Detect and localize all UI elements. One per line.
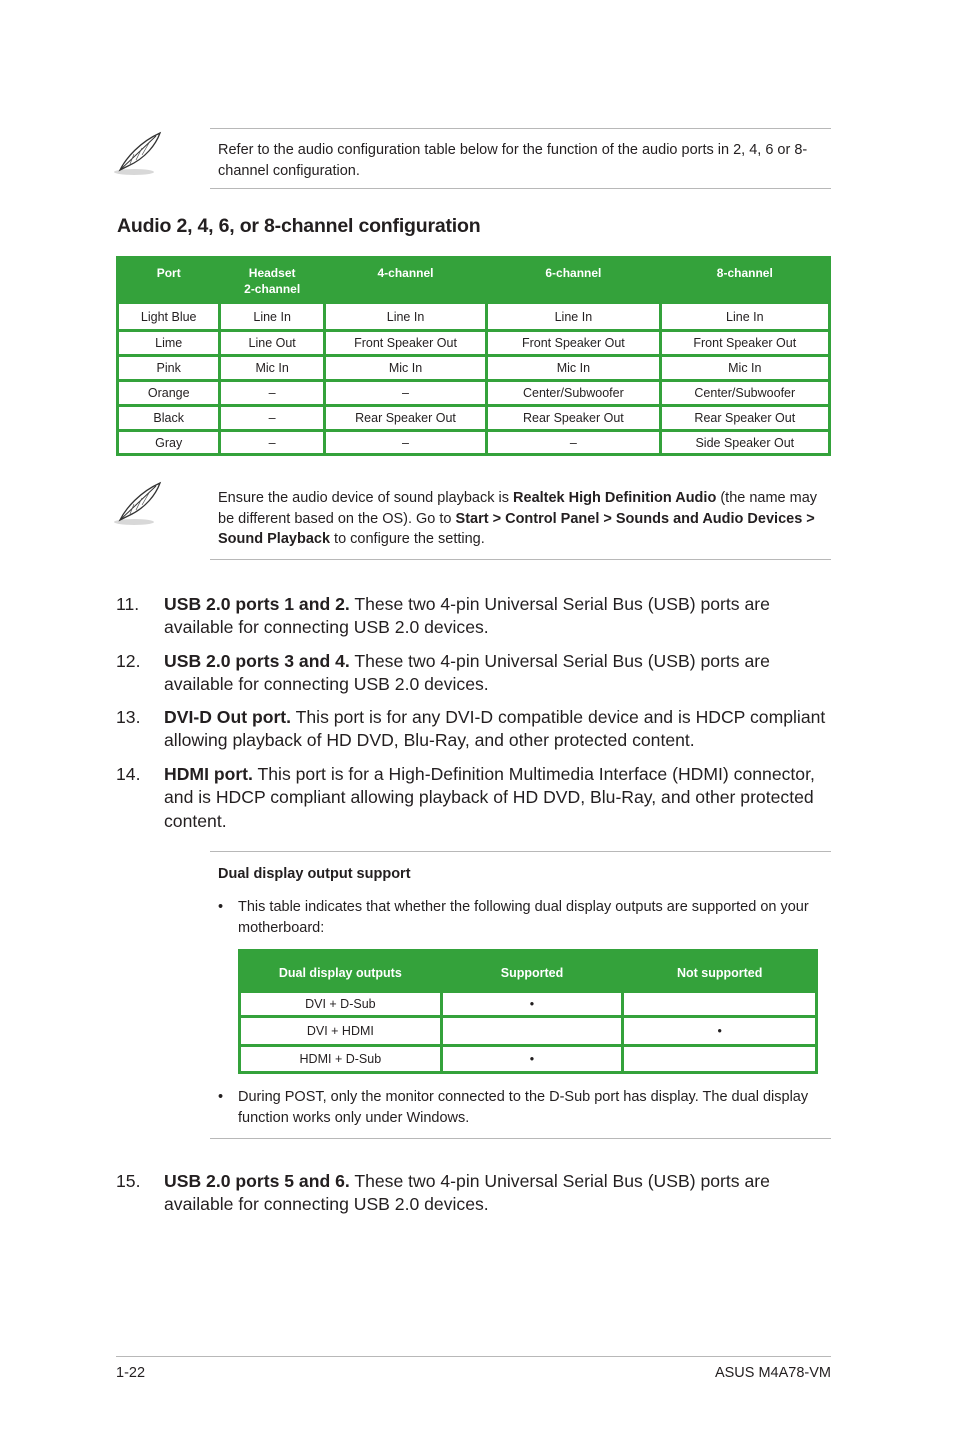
section-title: Audio 2, 4, 6, or 8-channel configuration [117, 215, 481, 237]
cell [624, 993, 815, 1016]
table-header-row [241, 952, 815, 990]
list-item: 13. DVI-D Out port. This port is for any DVI-D compatible device and is HDCP compliant allowing playback of HD DVD, Blu-Ray, and other protected content. [116, 707, 826, 751]
cell: Line In [326, 304, 485, 329]
cell: Orange [119, 382, 218, 404]
cell: • [443, 1047, 622, 1071]
note-box [210, 128, 831, 189]
dual-display-table [238, 949, 818, 1074]
header-headset: Headset 2-channel [221, 259, 322, 301]
header-dual-outputs: Dual display outputs [241, 952, 440, 990]
list-item: 15. USB 2.0 ports 5 and 6. These two 4-pin Universal Serial Bus (USB) ports are available for connecting USB 2.0 devices. [116, 1171, 770, 1215]
cell: Center/Subwoofer [488, 382, 658, 404]
header-6ch: 6-channel [488, 259, 658, 301]
table-row [119, 432, 828, 453]
cell: Line In [662, 304, 828, 329]
cell: • [624, 1018, 815, 1044]
cell: Side Speaker Out [662, 432, 828, 453]
item-number: 12. [116, 651, 141, 671]
cell: – [326, 382, 485, 404]
table-header-row [119, 259, 828, 301]
list-item: 11. USB 2.0 ports 1 and 2. These two 4-pin Universal Serial Bus (USB) ports are available for connecting USB 2.0 devices. [116, 594, 770, 638]
cell: Line In [221, 304, 322, 329]
note-box [210, 477, 831, 560]
item-number: 11. [116, 594, 140, 614]
table-row [119, 357, 828, 379]
bullet-item: • This table indicates that whether the following dual display outputs are supported on your motherboard: [218, 899, 809, 936]
header-8ch: 8-channel [662, 259, 828, 301]
cell: Mic In [326, 357, 485, 379]
cell: – [326, 432, 485, 453]
cell: • [443, 993, 622, 1016]
table-row [119, 407, 828, 429]
audio-config-table [116, 256, 831, 456]
cell: DVI + D-Sub [241, 993, 440, 1016]
cell: Light Blue [119, 304, 218, 329]
cell: Mic In [662, 357, 828, 379]
table-row [241, 1047, 815, 1071]
cell: Front Speaker Out [488, 332, 658, 354]
cell: Front Speaker Out [662, 332, 828, 354]
cell: Mic In [488, 357, 658, 379]
note-text: Refer to the audio configuration table below for the function of the audio ports in 2, 4, 6 or 8-channel configuration. [218, 142, 808, 179]
cell: DVI + HDMI [241, 1018, 440, 1044]
item-number: 15. [116, 1171, 141, 1191]
cell: Gray [119, 432, 218, 453]
table-row [119, 382, 828, 404]
note-text: Ensure the audio device of sound playback is Realtek High Definition Audio (the name may be different based on the OS). Go to Start > Control Panel > Sounds and Audio Devices > Sound Playback to configure the setting. [218, 490, 818, 547]
cell: Lime [119, 332, 218, 354]
header-not-supported: Not supported [624, 952, 815, 990]
table-row [119, 332, 828, 354]
cell: Line In [488, 304, 658, 329]
list-item: 12. USB 2.0 ports 3 and 4. These two 4-pin Universal Serial Bus (USB) ports are available for connecting USB 2.0 devices. [116, 651, 770, 695]
cell: Line Out [221, 332, 322, 354]
list-item: 14. HDMI port. This port is for a High-Definition Multimedia Interface (HDMI) connector, and is HDCP compliant allowing playback of HD DVD, Blu-Ray, and other protected content. [116, 764, 815, 831]
cell: – [221, 382, 322, 404]
table-row [241, 1018, 815, 1044]
note-quill-icon [112, 130, 164, 178]
cell: Black [119, 407, 218, 429]
cell: Rear Speaker Out [488, 407, 658, 429]
page-number: 1-22 [116, 1365, 146, 1381]
table-row [119, 304, 828, 329]
note-quill-icon [112, 480, 164, 528]
footer-divider [116, 1356, 831, 1357]
cell: – [221, 407, 322, 429]
header-port: Port [119, 259, 218, 301]
item-number: 13. [116, 707, 141, 727]
cell: Pink [119, 357, 218, 379]
item-number: 14. [116, 764, 141, 784]
cell: Mic In [221, 357, 322, 379]
cell [443, 1018, 622, 1044]
cell: Center/Subwoofer [662, 382, 828, 404]
header-4ch: 4-channel [326, 259, 485, 301]
dual-display-note [210, 851, 831, 1139]
cell: Rear Speaker Out [326, 407, 485, 429]
table-row [241, 993, 815, 1016]
cell: – [221, 432, 322, 453]
header-supported: Supported [443, 952, 622, 990]
cell: HDMI + D-Sub [241, 1047, 440, 1071]
bullet-item: • During POST, only the monitor connected to the D-Sub port has display. The dual display function works only under Windows. [218, 1089, 809, 1126]
cell: Rear Speaker Out [662, 407, 828, 429]
cell: Front Speaker Out [326, 332, 485, 354]
cell: – [488, 432, 658, 453]
product-name: ASUS M4A78-VM [714, 1365, 831, 1381]
cell [624, 1047, 815, 1071]
dual-display-title: Dual display output support [218, 866, 411, 882]
